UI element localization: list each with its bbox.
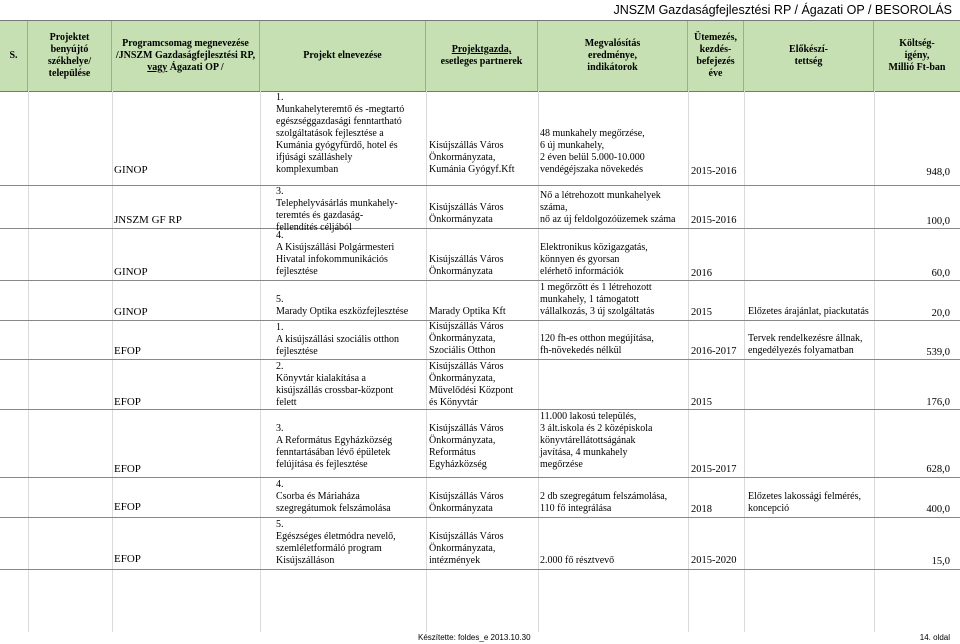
project-cell: 3. Telephelyvásárlás munkahely- teremtés és gazdaság- fellendítés céljából: [276, 186, 398, 233]
grid-line: [260, 90, 261, 632]
project-cell: 4. Csorba és Máriaháza szegregátumok felszámolása: [276, 479, 391, 514]
program-cell: GINOP: [114, 164, 148, 176]
grid-line: [426, 90, 427, 632]
project-cell: 5. Egészséges életmódra nevelő, szemléletformáló program Kisújszálláson: [276, 519, 396, 566]
row-divider: [0, 185, 960, 186]
cost-cell: 400,0: [926, 504, 950, 515]
owner-cell: Marady Optika Kft: [429, 306, 506, 317]
owner-cell: Kisújszállás Város Önkormányzata, Művelődési Központ és Könyvtár: [429, 361, 514, 408]
result-cell: 120 fh-es otthon megújítása, fh-növekedés nélkül: [540, 333, 654, 356]
owner-cell: Kisújszállás Város Önkormányzata, intézmények: [429, 531, 504, 566]
cost-cell: 948,0: [926, 167, 950, 178]
schedule-cell: 2015-2016: [691, 166, 737, 177]
document-title: JNSZM Gazdaságfejlesztési RP / Ágazati OP / BESOROLÁS: [613, 3, 952, 17]
project-cell: 1. Munkahelyteremtő és -megtartó egészséggazdasági fenntartható szolgáltatások fejlesztése a Kumánia gyógyfürdő, hotel és ifjúsági szálláshely komplexumban: [276, 92, 405, 175]
header-project-name: Projekt elnevezése: [260, 21, 426, 91]
result-cell: 2.000 fő résztvevő: [540, 555, 615, 566]
header-results: Megvalósítás eredménye, indikátorok: [538, 21, 688, 91]
program-cell: EFOP: [114, 553, 141, 565]
row-divider: [0, 569, 960, 570]
owner-cell: Kisújszállás Város Önkormányzata: [429, 491, 504, 514]
schedule-cell: 2016-2017: [691, 346, 737, 357]
result-cell: 48 munkahely megőrzése, 6 új munkahely, 2 éven belül 5.000-10.000 vendégéjszaka növekedés: [540, 128, 645, 175]
grid-line: [538, 90, 539, 632]
row-divider: [0, 409, 960, 410]
schedule-cell: 2015: [691, 307, 712, 318]
schedule-cell: 2016: [691, 268, 712, 279]
project-cell: 5. Marady Optika eszközfejlesztése: [276, 294, 409, 317]
project-cell: 1. A kisújszállási szociális otthon fejlesztése: [276, 322, 400, 357]
grid-line: [744, 90, 745, 632]
table-header: [0, 20, 960, 92]
grid-line: [874, 90, 875, 632]
owner-cell: Kisújszállás Város Önkormányzata, Református Egyházközség: [429, 423, 504, 470]
program-cell: JNSZM GF RP: [114, 214, 182, 226]
result-cell: 2 db szegregátum felszámolása, 110 fő integrálása: [540, 491, 668, 514]
prep-cell: Előzetes lakossági felmérés, koncepció: [748, 491, 862, 514]
owner-cell: Kisújszállás Város Önkormányzata: [429, 254, 504, 277]
row-divider: [0, 477, 960, 478]
cost-cell: 628,0: [926, 464, 950, 475]
grid-line: [112, 90, 113, 632]
owner-cell: Kisújszállás Város Önkormányzata: [429, 202, 504, 225]
schedule-cell: 2015-2016: [691, 215, 737, 226]
project-cell: 3. A Református Egyházközség fenntartásában lévő épületek felújítása és fejlesztése: [276, 423, 393, 470]
program-cell: EFOP: [114, 463, 141, 475]
header-applicant: Projektet benyújtó székhelye/ települése: [28, 21, 112, 91]
author-stamp: Készítette: foldes_e 2013.10.30: [418, 633, 531, 642]
header-schedule: Ütemezés, kezdés- befejezés éve: [688, 21, 744, 91]
result-cell: Nő a létrehozott munkahelyek száma, nő az új feldolgozóüzemek száma: [540, 190, 676, 225]
cost-cell: 176,0: [926, 397, 950, 408]
header-cost: Költség- igény, Millió Ft-ban: [888, 38, 946, 73]
schedule-cell: 2015-2020: [691, 555, 737, 566]
program-cell: EFOP: [114, 501, 141, 513]
project-cell: 2. Könyvtár kialakítása a kisújszállás crossbar-központ felett: [276, 361, 394, 408]
header-project-owner: Projektgazda, esetleges partnerek: [426, 21, 538, 91]
page-footer: [0, 632, 960, 644]
prep-cell: Előzetes árajánlat, piackutatás: [748, 306, 869, 317]
header-serial: S.: [0, 21, 28, 91]
result-cell: Elektronikus közigazgatás, könnyen és gyorsan elérhető információk: [540, 242, 648, 277]
result-cell: 11.000 lakosú település, 3 ált.iskola és 2 középiskola könyvtárellátottságának javítása, 4 munkahely megőrzése: [540, 411, 653, 470]
owner-cell: Kisújszállás Város Önkormányzata, Szociális Otthon: [429, 321, 504, 356]
result-cell: 1 megőrzött és 1 létrehozott munkahely, 1 támogatott vállalkozás, 3 új szolgáltatás: [540, 282, 655, 317]
cost-cell: 539,0: [926, 347, 950, 358]
header-program-package: Programcsomag megnevezése /JNSZM Gazdaságfejlesztési RP, vagy Ágazati OP /: [112, 21, 260, 91]
project-cell: 4. A Kisújszállási Polgármesteri Hivatal infokommunikációs fejlesztése: [276, 230, 395, 277]
program-cell: GINOP: [114, 266, 148, 278]
program-cell: EFOP: [114, 396, 141, 408]
row-divider: [0, 517, 960, 518]
row-divider: [0, 228, 960, 229]
grid-line: [688, 90, 689, 632]
grid-line: [28, 90, 29, 632]
cost-cell: 60,0: [931, 268, 950, 279]
prep-cell: Tervek rendelkezésre állnak, engedélyezés folyamatban: [748, 333, 863, 356]
program-cell: EFOP: [114, 345, 141, 357]
cost-cell: 20,0: [931, 308, 950, 319]
page-number: 14. oldal: [919, 633, 950, 642]
row-divider: [0, 280, 960, 281]
row-divider: [0, 359, 960, 360]
owner-cell: Kisújszállás Város Önkormányzata, Kumánia Gyógyf.Kft: [429, 140, 515, 175]
schedule-cell: 2015-2017: [691, 464, 737, 475]
document-title-bar: [0, 0, 960, 20]
program-cell: GINOP: [114, 306, 148, 318]
cost-cell: 15,0: [931, 556, 950, 567]
schedule-cell: 2018: [691, 504, 712, 515]
schedule-cell: 2015: [691, 397, 712, 408]
header-preparedness: Előkészí- tettség: [744, 21, 874, 91]
cost-cell: 100,0: [926, 216, 950, 227]
